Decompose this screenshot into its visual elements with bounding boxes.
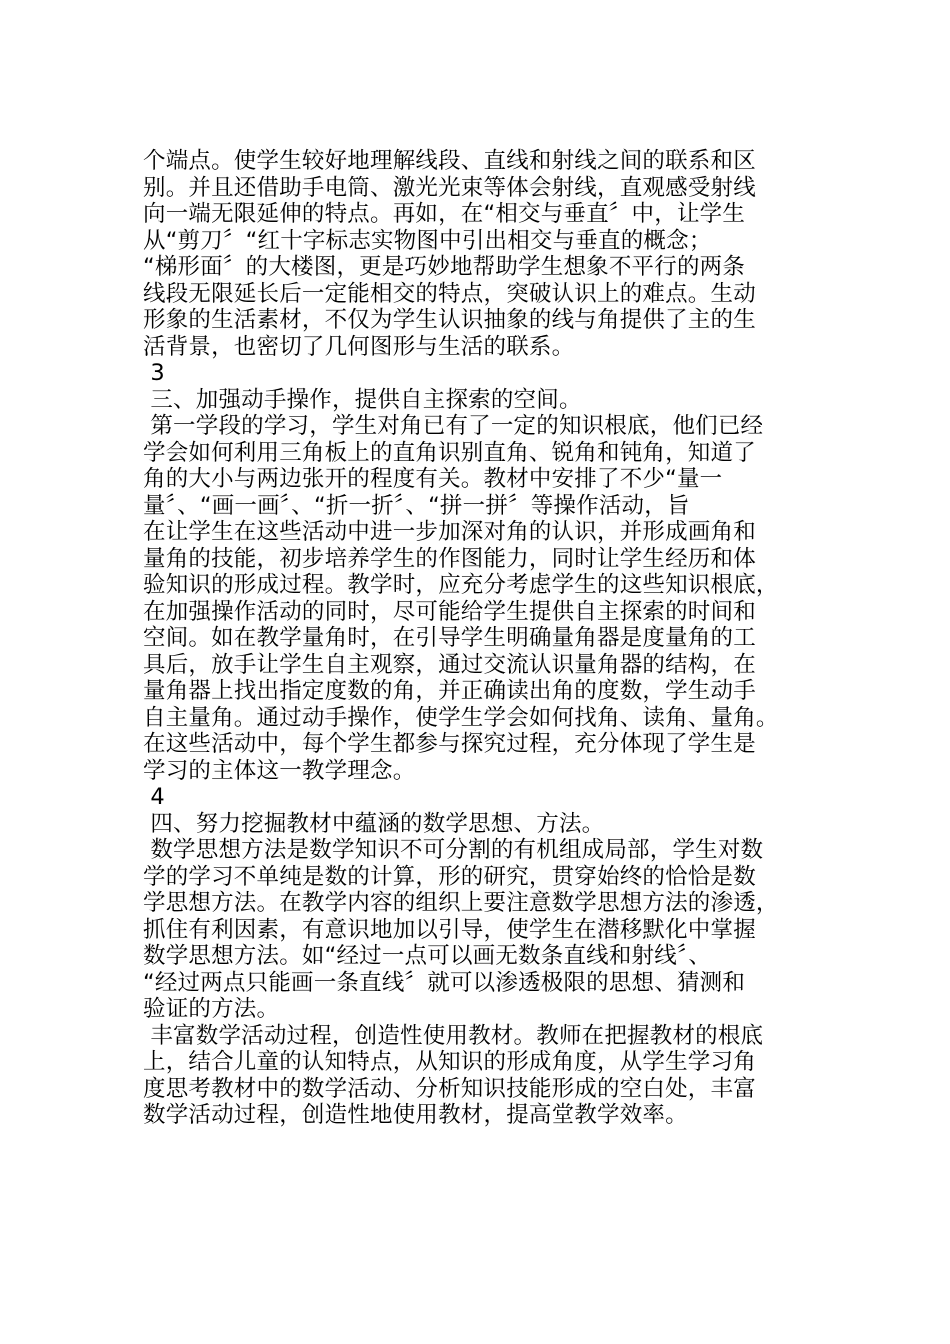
text-line: 度思考教材中的数学活动、分析知识技能形成的空白处，丰富 [143, 1075, 756, 1102]
text-line: 从“剪刀〞“红十字标志实物图中引出相交与垂直的概念； [143, 227, 712, 254]
text-line: 数学活动过程，创造性地使用教材，提高堂教学效率。 [143, 1102, 688, 1128]
text-line: 学会如何利用三角板上的直角识别直角、锐角和钝角，知道了 [143, 439, 756, 466]
document-page [143, 148, 815, 1129]
text-line: 在这些活动中，每个学生都参与探究过程，充分体现了学生是 [143, 731, 756, 757]
text-line: 具后，放手让学生自主观察，通过交流认识量角器的结构，在 [143, 651, 756, 678]
text-line: 量角的技能，初步培养学生的作图能力，同时让学生经历和体 [143, 545, 756, 572]
text-line: 向一端无限延伸的特点。再如，在“相交与垂直〞中，让学生 [143, 201, 746, 227]
page-number: 4 [143, 784, 165, 810]
text-line: 自主量角。通过动手操作，使学生学会如何找角、读角、量角。 [143, 704, 779, 731]
section-heading: 四、努力挖掘教材中蕴涵的数学思想、方法。 [143, 810, 605, 837]
text-line: 学思想方法。在教学内容的组织上要注意数学思想方法的渗透， [143, 890, 779, 916]
text-line: 个端点。使学生较好地理解线段、直线和射线之间的联系和区 [143, 148, 756, 174]
section-heading: 三、加强动手操作，提供自主探索的空间。 [143, 386, 582, 413]
text-line: 验知识的形成过程。教学时，应充分考虑学生的这些知识根底， [143, 572, 779, 598]
text-line: 线段无限延长后一定能相交的特点，突破认识上的难点。生动 [143, 280, 756, 307]
text-line: 验证的方法。 [143, 996, 280, 1022]
text-line: 第一学段的学习，学生对角已有了一定的知识根底，他们已经 [143, 413, 764, 439]
text-line: 抓住有利因素，有意识地加以引导，使学生在潜移默化中掌握 [143, 916, 756, 943]
text-line: 数学思想方法是数学知识不可分割的有机组成局部，学生对数 [143, 837, 764, 863]
text-line: 数学思想方法。如“经过一点可以画无数条直线和射线〞、 [143, 943, 712, 969]
text-line: 量角器上找出指定度数的角，并正确读出角的度数，学生动手 [143, 678, 756, 704]
text-line: 角的大小与两边张开的程度有关。教材中安排了不少“量一 [143, 466, 723, 492]
text-line: 丰富数学活动过程，创造性使用教材。教师在把握教材的根底 [143, 1022, 764, 1049]
page-number: 3 [143, 360, 165, 386]
text-line: 形象的生活素材，不仅为学生认识抽象的线与角提供了主的生 [143, 307, 756, 333]
text-line: 空间。如在教学量角时，在引导学生明确量角器是度量角的工 [143, 625, 756, 651]
text-line: 学习的主体这一教学理念。 [143, 757, 416, 784]
text-line: 在加强操作活动的同时，尽可能给学生提供自主探索的时间和 [143, 598, 756, 625]
text-line: 别。并且还借助手电筒、激光光束等体会射线，直观感受射线 [143, 174, 756, 201]
text-line: 活背景，也密切了几何图形与生活的联系。 [143, 333, 575, 360]
text-line: 量〞、“画一画〞、“折一折〞、“拼一拼〞等操作活动，旨 [143, 492, 690, 519]
text-line: 上，结合儿童的认知特点，从知识的形成角度，从学生学习角 [143, 1049, 756, 1075]
text-line: 学的学习不单纯是数的计算，形的研究，贯穿始终的恰恰是数 [143, 863, 756, 890]
text-line: 在让学生在这些活动中进一步加深对角的认识，并形成画角和 [143, 519, 756, 545]
text-line: “梯形面〞的大楼图，更是巧妙地帮助学生想象不平行的两条 [143, 254, 746, 280]
text-line: “经过两点只能画一条直线〞就可以渗透极限的思想、猜测和 [143, 969, 746, 996]
